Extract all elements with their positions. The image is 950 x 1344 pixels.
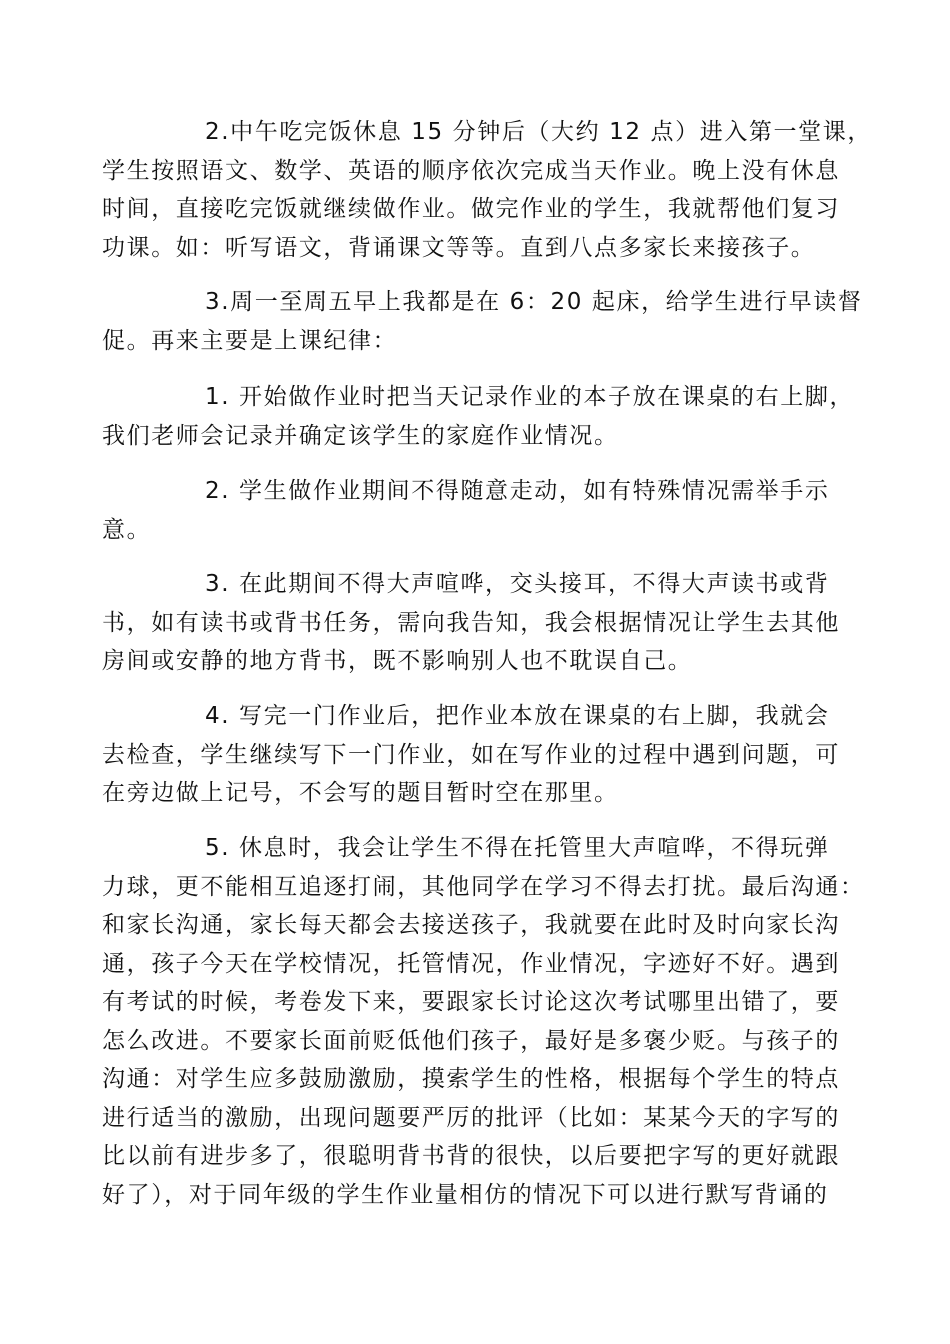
- paragraph-lunch-schedule: [102, 113, 872, 267]
- paragraph-rule-5: [102, 829, 865, 1214]
- text-line: 我们老师会记录并确定该学生的家庭作业情况。: [102, 422, 619, 449]
- text-line: 3. 在此期间不得大声喧哗，交头接耳，不得大声读书或背: [205, 571, 830, 597]
- text-line: 有考试的时候，考卷发下来，要跟家长讨论这次考试哪里出错了，要: [102, 989, 840, 1015]
- text-line: 2.中午吃完饭休息 15 分钟后（大约 12 点）进入第一堂课，: [205, 119, 872, 145]
- text-line: 进行适当的激励，出现问题要严厉的批评（比如：某某今天的字写的: [102, 1104, 840, 1131]
- paragraph-morning-reading: [102, 283, 862, 360]
- text-line: 1. 开始做作业时把当天记录作业的本子放在课桌的右上脚，: [205, 384, 855, 410]
- text-line: 房间或安静的地方背书，既不影响别人也不耽误自己。: [102, 648, 693, 674]
- text-line: 好了），对于同年级的学生作业量相仿的情况下可以进行默写背诵的: [102, 1181, 829, 1208]
- text-line: 4. 写完一门作业后，把作业本放在课桌的右上脚，我就会: [205, 703, 830, 729]
- text-line: 力球，更不能相互追逐打闹，其他同学在学习不得去打扰。最后沟通：: [102, 873, 865, 900]
- paragraph-rule-4: [102, 697, 862, 813]
- text-line: 5. 休息时，我会让学生不得在托管里大声喧哗，不得玩弹: [205, 835, 830, 861]
- text-line: 去检查，学生继续写下一门作业，如在写作业的过程中遇到问题，可: [102, 741, 840, 768]
- text-line: 促。再来主要是上课纪律：: [102, 327, 398, 354]
- paragraph-rule-1: [102, 378, 862, 455]
- text-line: 怎么改进。不要家长面前贬低他们孩子，最好是多褒少贬。与孩子的: [102, 1027, 840, 1054]
- text-line: 沟通：对学生应多鼓励激励，摸索学生的性格，根据每个学生的特点: [102, 1066, 840, 1092]
- text-line: 通，孩子今天在学校情况，托管情况，作业情况，字迹好不好。遇到: [102, 950, 840, 977]
- text-line: 和家长沟通，家长每天都会去接送孩子，我就要在此时及时向家长沟: [102, 912, 840, 938]
- paragraph-rule-3: [102, 565, 862, 681]
- text-line: 2. 学生做作业期间不得随意走动，如有特殊情况需举手示: [205, 478, 830, 504]
- paragraph-rule-2: [102, 472, 862, 549]
- text-line: 时间，直接吃完饭就继续做作业。做完作业的学生，我就帮他们复习: [102, 196, 840, 222]
- text-line: 功课。如：听写语文，背诵课文等等。直到八点多家长来接孩子。: [102, 234, 816, 261]
- text-line: 3.周一至周五早上我都是在 6：20 起床，给学生进行早读督: [205, 289, 863, 315]
- text-line: 书，如有读书或背书任务，需向我告知，我会根据情况让学生去其他: [102, 609, 840, 636]
- text-line: 在旁边做上记号，不会写的题目暂时空在那里。: [102, 780, 619, 806]
- text-line: 比以前有进步多了，很聪明背书背的很快，以后要把字写的更好就跟: [102, 1143, 840, 1169]
- text-line: 学生按照语文、数学、英语的顺序依次完成当天作业。晚上没有休息: [102, 157, 840, 184]
- text-line: 意。: [102, 516, 152, 543]
